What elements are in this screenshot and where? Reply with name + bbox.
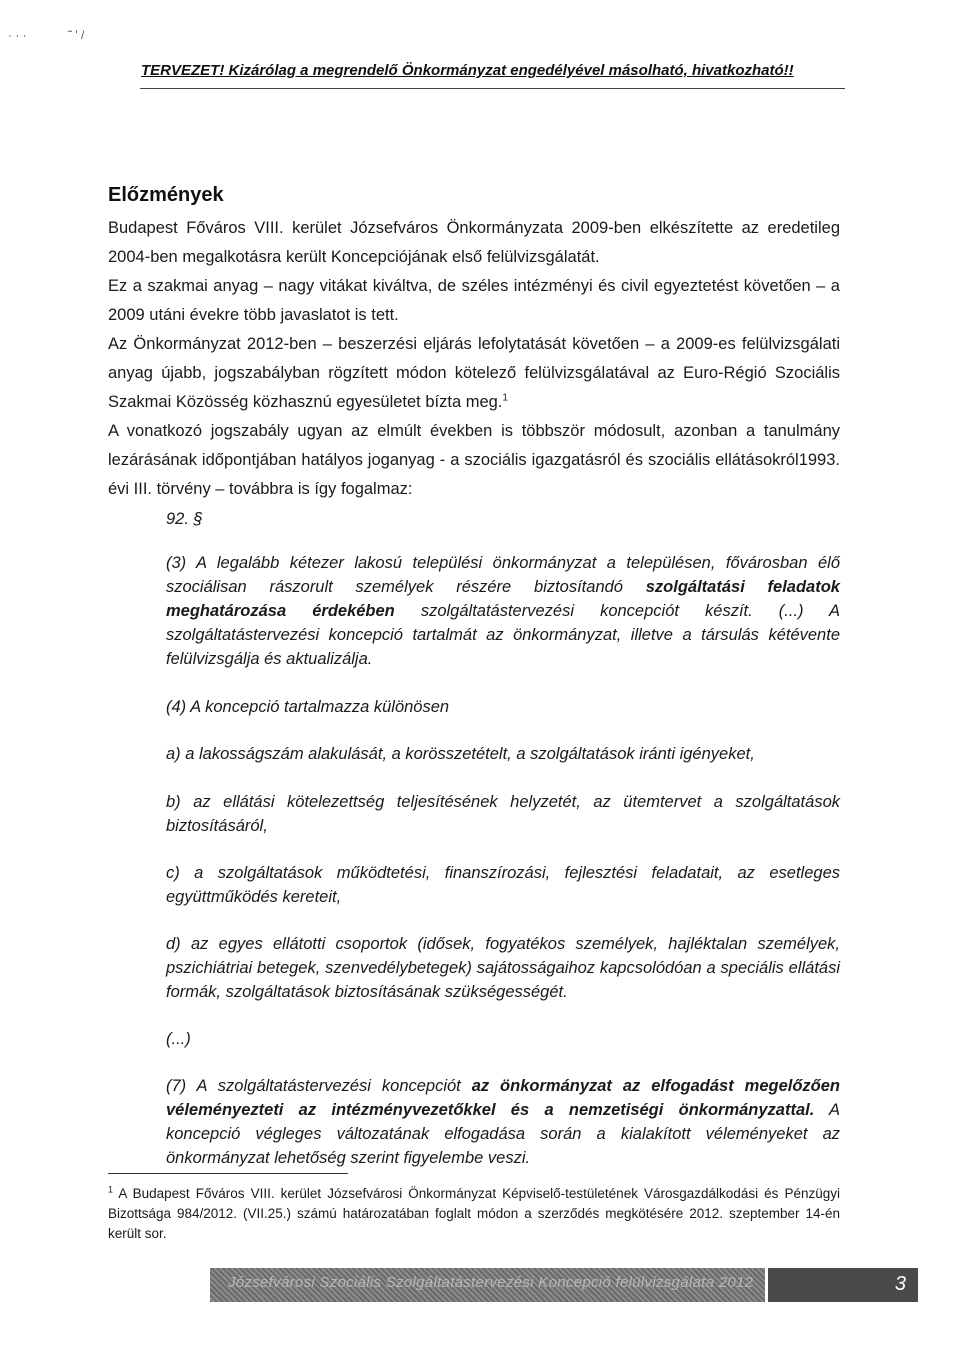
header-divider (140, 88, 845, 89)
draft-notice-header: TERVEZET! Kizárólag a megrendelő Önkormányzat engedélyével másolható, hivatkozható!! (141, 62, 794, 79)
law-emphasis: szolgáltatási feladatok meghatározása (166, 578, 840, 620)
law-section-number: 92. § (166, 510, 203, 528)
page-number: 3 (894, 1273, 906, 1295)
law-paragraph-4: (4) A koncepció tartalmazza különösen (166, 698, 450, 716)
law-item-a: a) a lakosságszám alakulását, a korösszetételt, a szolgáltatások iránti igényeket, (166, 745, 755, 763)
scan-artifact: ˜ ' / (68, 28, 85, 42)
section-heading: Előzmények (108, 184, 224, 206)
law-emphasis: az önkormányzat az elfogadást megelőzően véleményezteti az intézményvezetőkkel és a nemzetiségi önkormányzattal. (166, 1077, 840, 1119)
footnote (108, 1184, 840, 1244)
law-item-c: c) a szolgáltatások működtetési, finanszírozási, fejlesztési feladatait, az esetleges együttműködés kereteit, (166, 864, 840, 906)
intro-paragraph: A vonatkozó jogszabály ugyan az elmúlt években is többször módosult, azonban a tanulmány lezárásának időpontjában hatályos joganyag - a szociális igazgatásról és szociális ellátásokról1993. évi III. törvény – továbbra is így fogalmaz: (108, 422, 840, 498)
footnote-text: A Budapest Főváros VIII. kerület Józsefvárosi Önkormányzat Képviselő-testületének Városgazdálkodási és Pénzügyi Bizottsága 984/2012. (VII.25.) számú határozatában foglalt módon a szerződés megkötésére 2012. szeptember 14-én került sor. (108, 1186, 840, 1241)
law-text: (3) A legalább kétezer lakosú települési önkormányzat a településen, fővárosban élő szociálisan rászorult személyek részére biztosítandó (166, 554, 840, 596)
intro-paragraph: Ez a szakmai anyag – nagy vitákat kiváltva, de széles intézményi és civil egyeztetést követően – a 2009 utáni évekre több javaslatot is tett. (108, 277, 840, 324)
footnote-reference[interactable]: 1 (502, 392, 508, 404)
law-text: szolgáltatástervezési koncepciót készít. (...) A szolgáltatástervezési koncepció tartalmát az önkormányzat, illetve a társulás kétévente felülvizsgálja és aktualizálja. (166, 602, 841, 668)
law-ellipsis: (...) (166, 1030, 191, 1048)
scan-artifact: · · · (8, 28, 27, 42)
law-paragraph-7 (166, 1074, 840, 1170)
law-paragraph-3 (166, 551, 840, 671)
law-emphasis: érdekében (286, 602, 395, 620)
law-text: A koncepció végleges változatának elfogadása során a kialakított véleményeket az önkormányzat lehetőség szerint figyelembe veszi. (166, 1101, 840, 1167)
law-text: (7) A szolgáltatástervezési koncepciót (166, 1077, 472, 1095)
law-item-d: d) az egyes ellátotti csoportok (idősek, fogyatékos személyek, hajléktalan személyek, pszichiátriai betegek, szenvedélybetegek) sajátosságaihoz kapcsolódóan a speciális ellátási formák, szolgáltatások biztosításának szükségességét. (166, 935, 840, 1001)
intro-paragraph-text: Az Önkormányzat 2012-ben – beszerzési eljárás lefolytatását követően – a 2009-es felülvizsgálati anyag újabb, jogszabályban rögzített módon kötelező felülvizsgálatával az Euro-Régió Szociális Szakmai Közösség közhasznú egyesületet bízta meg. (108, 335, 840, 411)
intro-text (108, 214, 840, 504)
law-item-b: b) az ellátási kötelezettség teljesítésének helyzetét, az ütemtervet a szolgáltatások biztosításáról, (166, 793, 840, 835)
intro-paragraph (108, 330, 840, 417)
intro-paragraph: Budapest Főváros VIII. kerület Józsefváros Önkormányzata 2009-ben elkészítette az eredetileg 2004-ben megalkotásra került Koncepciójának első felülvizsgálatát. (108, 219, 840, 266)
page-number-box (768, 1268, 918, 1302)
footnote-number: 1 (108, 1184, 114, 1195)
footer-title: Józsefvárosi Szociális Szolgáltatástervezési Koncepció felülvizsgálata 2012 (228, 1274, 754, 1291)
footnote-divider (108, 1173, 348, 1174)
